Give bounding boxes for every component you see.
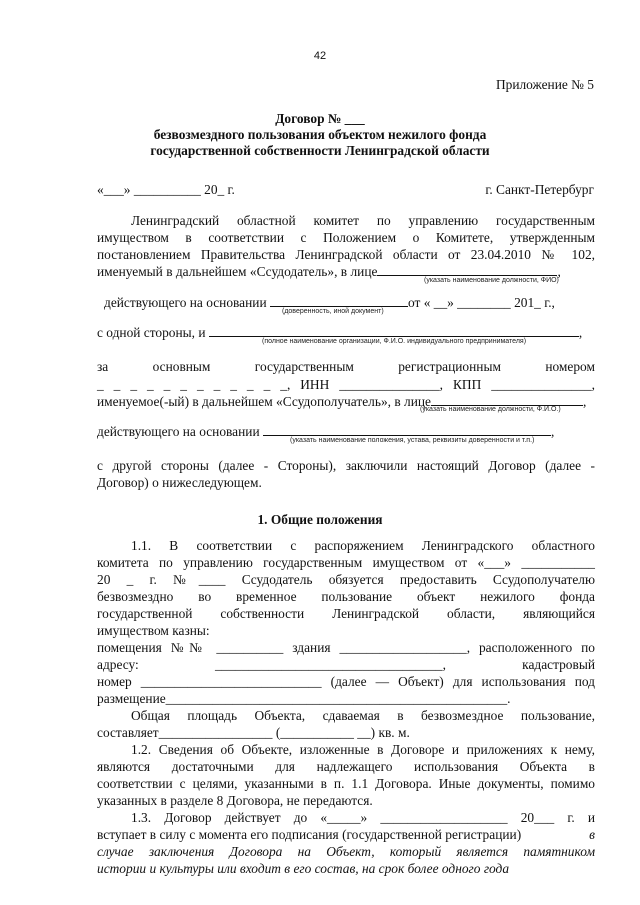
clause-line: номер ___________________________ (далее — Объект) для использования под bbox=[97, 674, 595, 689]
intro-party-line: с одной стороны, и , bbox=[97, 325, 583, 340]
intro-lender-line: именуемый в дальнейшем «Ссудодатель», в лице , bbox=[97, 264, 561, 279]
contract-city: г. Санкт-Петербург bbox=[485, 182, 594, 197]
hint-borrower-basis: (указать наименование положения, устава, реквизиты доверенности и т.п.) bbox=[290, 437, 535, 444]
clause-line: имуществом казны: bbox=[97, 623, 210, 638]
title-line-1: Договор № ___ bbox=[275, 111, 365, 126]
clause-line: составляет_________________ (___________ __) кв. м. bbox=[97, 725, 410, 740]
intro-line: имуществом в соответствии с Положением о Комитете, утвержденным bbox=[97, 230, 595, 245]
intro-inn-kpp-line: _ _ _ _ _ _ _ _ _ _ _ _, ИНН _______________, КПП _______________, bbox=[97, 377, 595, 392]
clause-line: указанных в разделе 8 Договора, не передаются. bbox=[97, 793, 373, 808]
clause-line: комитета по управлению государственным имуществом от «___» ___________ bbox=[97, 555, 595, 570]
clause-line: 20 _ г. №____ Ссудодатель обязуется предоставить Ссудополучателю bbox=[97, 572, 595, 587]
section-heading: 1. Общие положения bbox=[257, 512, 383, 527]
intro-regnum-line: за основным государственным регистрационным номером bbox=[97, 359, 595, 374]
intro-basis-line: действующего на основании от « __» ________ 201_ г., bbox=[104, 295, 555, 310]
intro-line: Договор) о нижеследующем. bbox=[97, 475, 262, 490]
clause-line: адресу: __________________________________, кадастровый bbox=[97, 657, 595, 672]
hint-borrower: (указать наименование должности, Ф.И.О.) bbox=[420, 406, 561, 413]
clause-line: истории и культуры или входит в его состав, на срок более одного года bbox=[97, 861, 510, 876]
clause-line: государственной собственности Ленинградской области, являющийся bbox=[97, 606, 595, 621]
clause-line: соответствии с целями, указанными в п. 1.1 Договора. Иные документы, помимо bbox=[97, 776, 595, 791]
hint-party: (полное наименование организации, Ф.И.О. индивидуального предпринимателя) bbox=[262, 338, 527, 345]
title-line-2: безвозмездного пользования объектом нежилого фонда bbox=[153, 127, 487, 142]
intro-borrower-line: именуемое(-ый) в дальнейшем «Ссудополучатель», в лице , bbox=[97, 394, 587, 409]
intro-line: с другой стороны (далее - Стороны), заключили настоящий Договор (далее - bbox=[97, 458, 595, 473]
clause-line: 1.1. В соответствии с распоряжением Ленинградского областного bbox=[131, 538, 595, 553]
clause-line: вступает в силу с момента его подписания (государственной регистрации) в bbox=[97, 827, 595, 842]
clause-line: Общая площадь Объекта, сдаваемая в безвозмездное пользование, bbox=[131, 708, 595, 723]
appendix-label: Приложение № 5 bbox=[495, 77, 594, 92]
clause-line: размещение___________________________________________________. bbox=[97, 691, 511, 706]
page-number: 42 bbox=[313, 50, 327, 62]
clause-line: 1.2. Сведения об Объекте, изложенные в Договоре и приложениях к нему, bbox=[131, 742, 595, 757]
clause-line: безвозмездно во временное пользование объект нежилого фонда bbox=[97, 589, 595, 604]
clause-line: помещения №№ __________ здания ___________________, расположенного по bbox=[97, 640, 595, 655]
intro-borrower-basis-line: действующего на основании , bbox=[97, 424, 555, 439]
contract-date: «___» __________ 20_ г. bbox=[97, 182, 235, 197]
clause-line: 1.3. Договор действует до «_____» ___________________ 20___ г. и bbox=[131, 810, 595, 825]
title-line-3: государственной собственности Ленинградской области bbox=[150, 143, 490, 158]
clause-line: случае заключения Договора на Объект, который является памятником bbox=[97, 844, 595, 859]
hint-basis: (доверенность, иной документ) bbox=[282, 308, 384, 315]
document-title bbox=[0, 111, 640, 159]
hint-lender: (указать наименование должности, ФИО) bbox=[424, 277, 559, 284]
clause-line: являются достаточными для надлежащего использования Объекта в bbox=[97, 759, 595, 774]
intro-line: постановлением Правительства Ленинградской области от 23.04.2010 № 102, bbox=[97, 247, 595, 262]
intro-line: Ленинградский областной комитет по управлению государственным bbox=[131, 213, 595, 228]
